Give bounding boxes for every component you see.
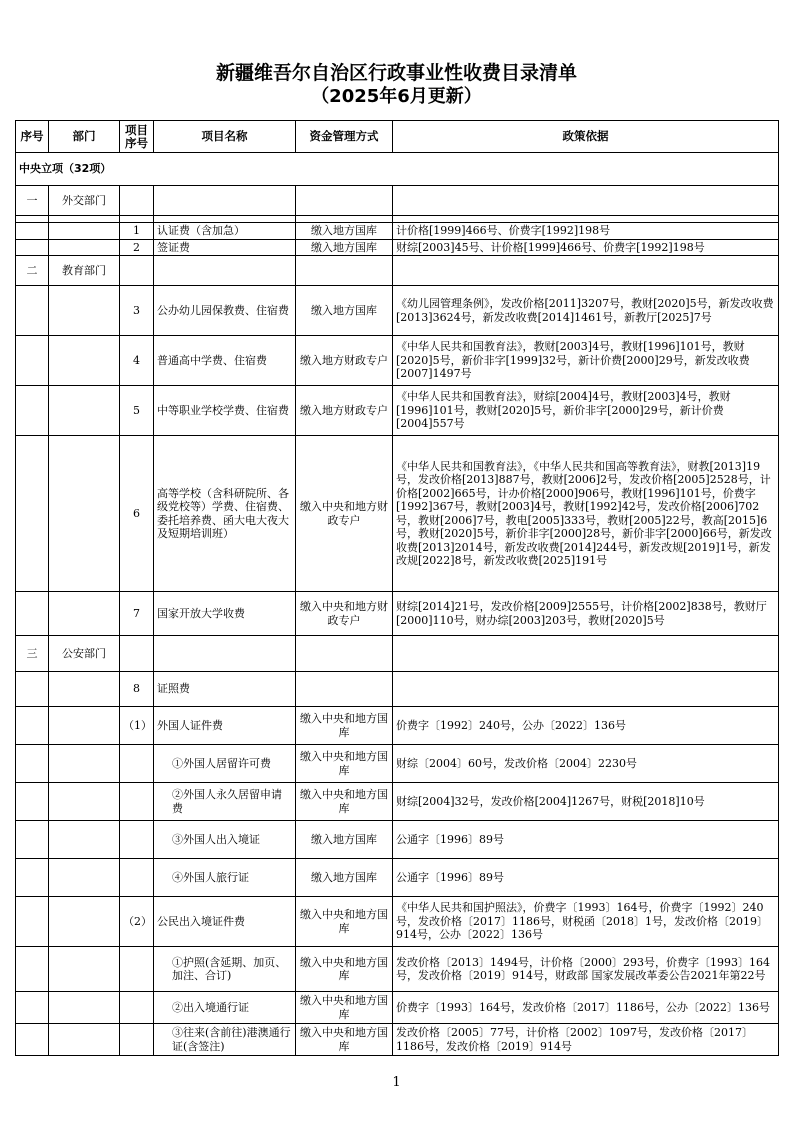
- item-name: 外国人证件费: [154, 707, 296, 745]
- item-name: 证照费: [154, 672, 296, 707]
- item-no: 8: [120, 672, 154, 707]
- table-row: [16, 672, 779, 707]
- item-fund: 缴入中央和地方国库: [296, 947, 393, 992]
- table-row: [16, 436, 779, 592]
- header-seq: 序号: [16, 121, 49, 153]
- table-row: [16, 223, 779, 240]
- table-row: [16, 592, 779, 636]
- group-seq: 一: [16, 186, 49, 216]
- item-name: ②出入境通行证: [154, 992, 296, 1024]
- table-row: [16, 947, 779, 992]
- item-name: 高等学校（含科研院所、各级党校等）学费、住宿费、委托培养费、函大电大夜大及短期培训班）: [154, 436, 296, 592]
- item-name: 签证费: [154, 239, 296, 256]
- group-row-education: [16, 256, 779, 286]
- page-number: 1: [392, 1075, 401, 1090]
- table-row: [16, 1024, 779, 1056]
- item-fund: 缴入中央和地方财政专户: [296, 436, 393, 592]
- item-name: ①外国人居留许可费: [154, 745, 296, 783]
- item-name: 公办幼儿园保教费、住宿费: [154, 286, 296, 336]
- item-policy: 《中华人民共和国护照法》，价费字〔1993〕164号，价费字〔1992〕240号，发改价格〔2017〕1186号，财税函〔2018〕1号，发改价格〔2019〕914号，公办〔2022〕136号: [393, 897, 779, 947]
- item-fund: 缴入地方国库: [296, 821, 393, 859]
- item-fund: 缴入地方财政专户: [296, 386, 393, 436]
- table-row: [16, 386, 779, 436]
- group-seq: 三: [16, 636, 49, 672]
- table-row: [16, 707, 779, 745]
- item-name: 普通高中学费、住宿费: [154, 336, 296, 386]
- item-name: ①护照(含延期、加页、加注、合订): [154, 947, 296, 992]
- header-dept: 部门: [49, 121, 120, 153]
- header-policy: 政策依据: [393, 121, 779, 153]
- table-row: [16, 821, 779, 859]
- table-row: [16, 897, 779, 947]
- item-name: ④外国人旅行证: [154, 859, 296, 897]
- item-policy: 财综〔2004〕60号，发改价格〔2004〕2230号: [393, 745, 779, 783]
- item-no: 2: [120, 239, 154, 256]
- item-policy: 《中华人民共和国教育法》，教财[2003]4号，教财[1996]101号，教财[2020]5号，新价非字[1999]32号，新计价费[2000]29号，新发改收费[2007]1497号: [393, 336, 779, 386]
- spacer-row: [16, 216, 779, 223]
- item-fund: 缴入中央和地方国库: [296, 897, 393, 947]
- item-fund: 缴入中央和地方国库: [296, 1024, 393, 1056]
- fee-catalog-table: [15, 120, 779, 1056]
- table-row: [16, 239, 779, 256]
- group-row-police: [16, 636, 779, 672]
- item-no: 3: [120, 286, 154, 336]
- group-seq: 二: [16, 256, 49, 286]
- item-no: 1: [120, 223, 154, 240]
- group-dept: 教育部门: [49, 256, 120, 286]
- item-name: ③往来(含前往)港澳通行证(含签注): [154, 1024, 296, 1056]
- item-fund: 缴入中央和地方国库: [296, 707, 393, 745]
- item-fund: 缴入地方国库: [296, 239, 393, 256]
- header-item-name: 项目名称: [154, 121, 296, 153]
- item-policy: 发改价格〔2005〕77号，计价格〔2002〕1097号，发改价格〔2017〕1186号，发改价格〔2019〕914号: [393, 1024, 779, 1056]
- item-no: 4: [120, 336, 154, 386]
- item-policy: 财综[2014]21号，发改价格[2009]2555号，计价格[2002]838号，教财厅[2000]110号，财办综[2003]203号，教财[2020]5号: [393, 592, 779, 636]
- item-fund: 缴入地方国库: [296, 286, 393, 336]
- item-fund: 缴入中央和地方财政专户: [296, 592, 393, 636]
- table-row: [16, 745, 779, 783]
- item-policy: 《幼儿园管理条例》，发改价格[2011]3207号，教财[2020]5号，新发改收费[2013]3624号，新发改收费[2014]1461号，新教厅[2025]7号: [393, 286, 779, 336]
- central-section-label: 中央立项（32项）: [16, 153, 779, 186]
- section-row: [16, 153, 779, 186]
- group-dept: 公安部门: [49, 636, 120, 672]
- table-header-row: [16, 121, 779, 153]
- item-no: 6: [120, 436, 154, 592]
- item-policy: 价费字〔1992〕240号，公办〔2022〕136号: [393, 707, 779, 745]
- item-policy: 计价格[1999]466号、价费字[1992]198号: [393, 223, 779, 240]
- document-subtitle: （2025年6月更新）: [311, 86, 482, 107]
- item-fund: 缴入中央和地方国库: [296, 783, 393, 821]
- group-row-foreign: [16, 186, 779, 216]
- item-name: 公民出入境证件费: [154, 897, 296, 947]
- item-fund: 缴入中央和地方国库: [296, 745, 393, 783]
- item-no: （1）: [120, 707, 154, 745]
- item-no: 7: [120, 592, 154, 636]
- table-row: [16, 336, 779, 386]
- item-fund: 缴入地方国库: [296, 223, 393, 240]
- item-policy: 《中华人民共和国教育法》，《中华人民共和国高等教育法》，财教[2013]19号，发改价格[2013]887号，教财[2006]2号，发改价格[2005]2528号，计价格[2002]665号，计办价格[2000]906号，教财[1996]101号，价费字[1992]367号，教财[2003]4号，教财[1992]42号，发改价格[2006]702号，教财[2006]7号，教电[2005]333号，教财[2005]22号，教高[2015]6号，教财[2020]5号，新价非字[2000]28号，新价非字[2000]66号，新发改收费[2013]2014号，新发改收费[2014]244号，新发改规[2019]1号，新发改规[2022]8号，新发改收费[2025]191号: [393, 436, 779, 592]
- item-fund: 缴入中央和地方国库: [296, 992, 393, 1024]
- item-no: （2）: [120, 897, 154, 947]
- table-row: [16, 286, 779, 336]
- item-policy: 公通字〔1996〕89号: [393, 859, 779, 897]
- item-name: ②外国人永久居留申请费: [154, 783, 296, 821]
- item-policy: 发改价格〔2013〕1494号，计价格〔2000〕293号，价费字〔1993〕164号，发改价格〔2019〕914号，财政部 国家发展改革委公告2021年第22号: [393, 947, 779, 992]
- group-dept: 外交部门: [49, 186, 120, 216]
- item-name: 认证费（含加急）: [154, 223, 296, 240]
- item-fund: 缴入地方财政专户: [296, 336, 393, 386]
- item-fund: 缴入地方国库: [296, 859, 393, 897]
- item-policy: 财综[2004]32号，发改价格[2004]1267号，财税[2018]10号: [393, 783, 779, 821]
- table-row: [16, 783, 779, 821]
- item-policy: 《中华人民共和国教育法》，财综[2004]4号，教财[2003]4号，教财[1996]101号，教财[2020]5号，新价非字[2000]29号，新计价费[2004]557号: [393, 386, 779, 436]
- item-policy: 财综[2003]45号、计价格[1999]466号、价费字[1992]198号: [393, 239, 779, 256]
- item-name: 中等职业学校学费、住宿费: [154, 386, 296, 436]
- item-name: 国家开放大学收费: [154, 592, 296, 636]
- table-row: [16, 859, 779, 897]
- item-policy: 价费字〔1993〕164号，发改价格〔2017〕1186号，公办〔2022〕136号: [393, 992, 779, 1024]
- header-item-seq: 项目序号: [120, 121, 154, 153]
- item-no: 5: [120, 386, 154, 436]
- header-fund-mgmt: 资金管理方式: [296, 121, 393, 153]
- document-title: 新疆维吾尔自治区行政事业性收费目录清单: [215, 62, 577, 84]
- item-name: ③外国人出入境证: [154, 821, 296, 859]
- item-policy: 公通字〔1996〕89号: [393, 821, 779, 859]
- table-row: [16, 992, 779, 1024]
